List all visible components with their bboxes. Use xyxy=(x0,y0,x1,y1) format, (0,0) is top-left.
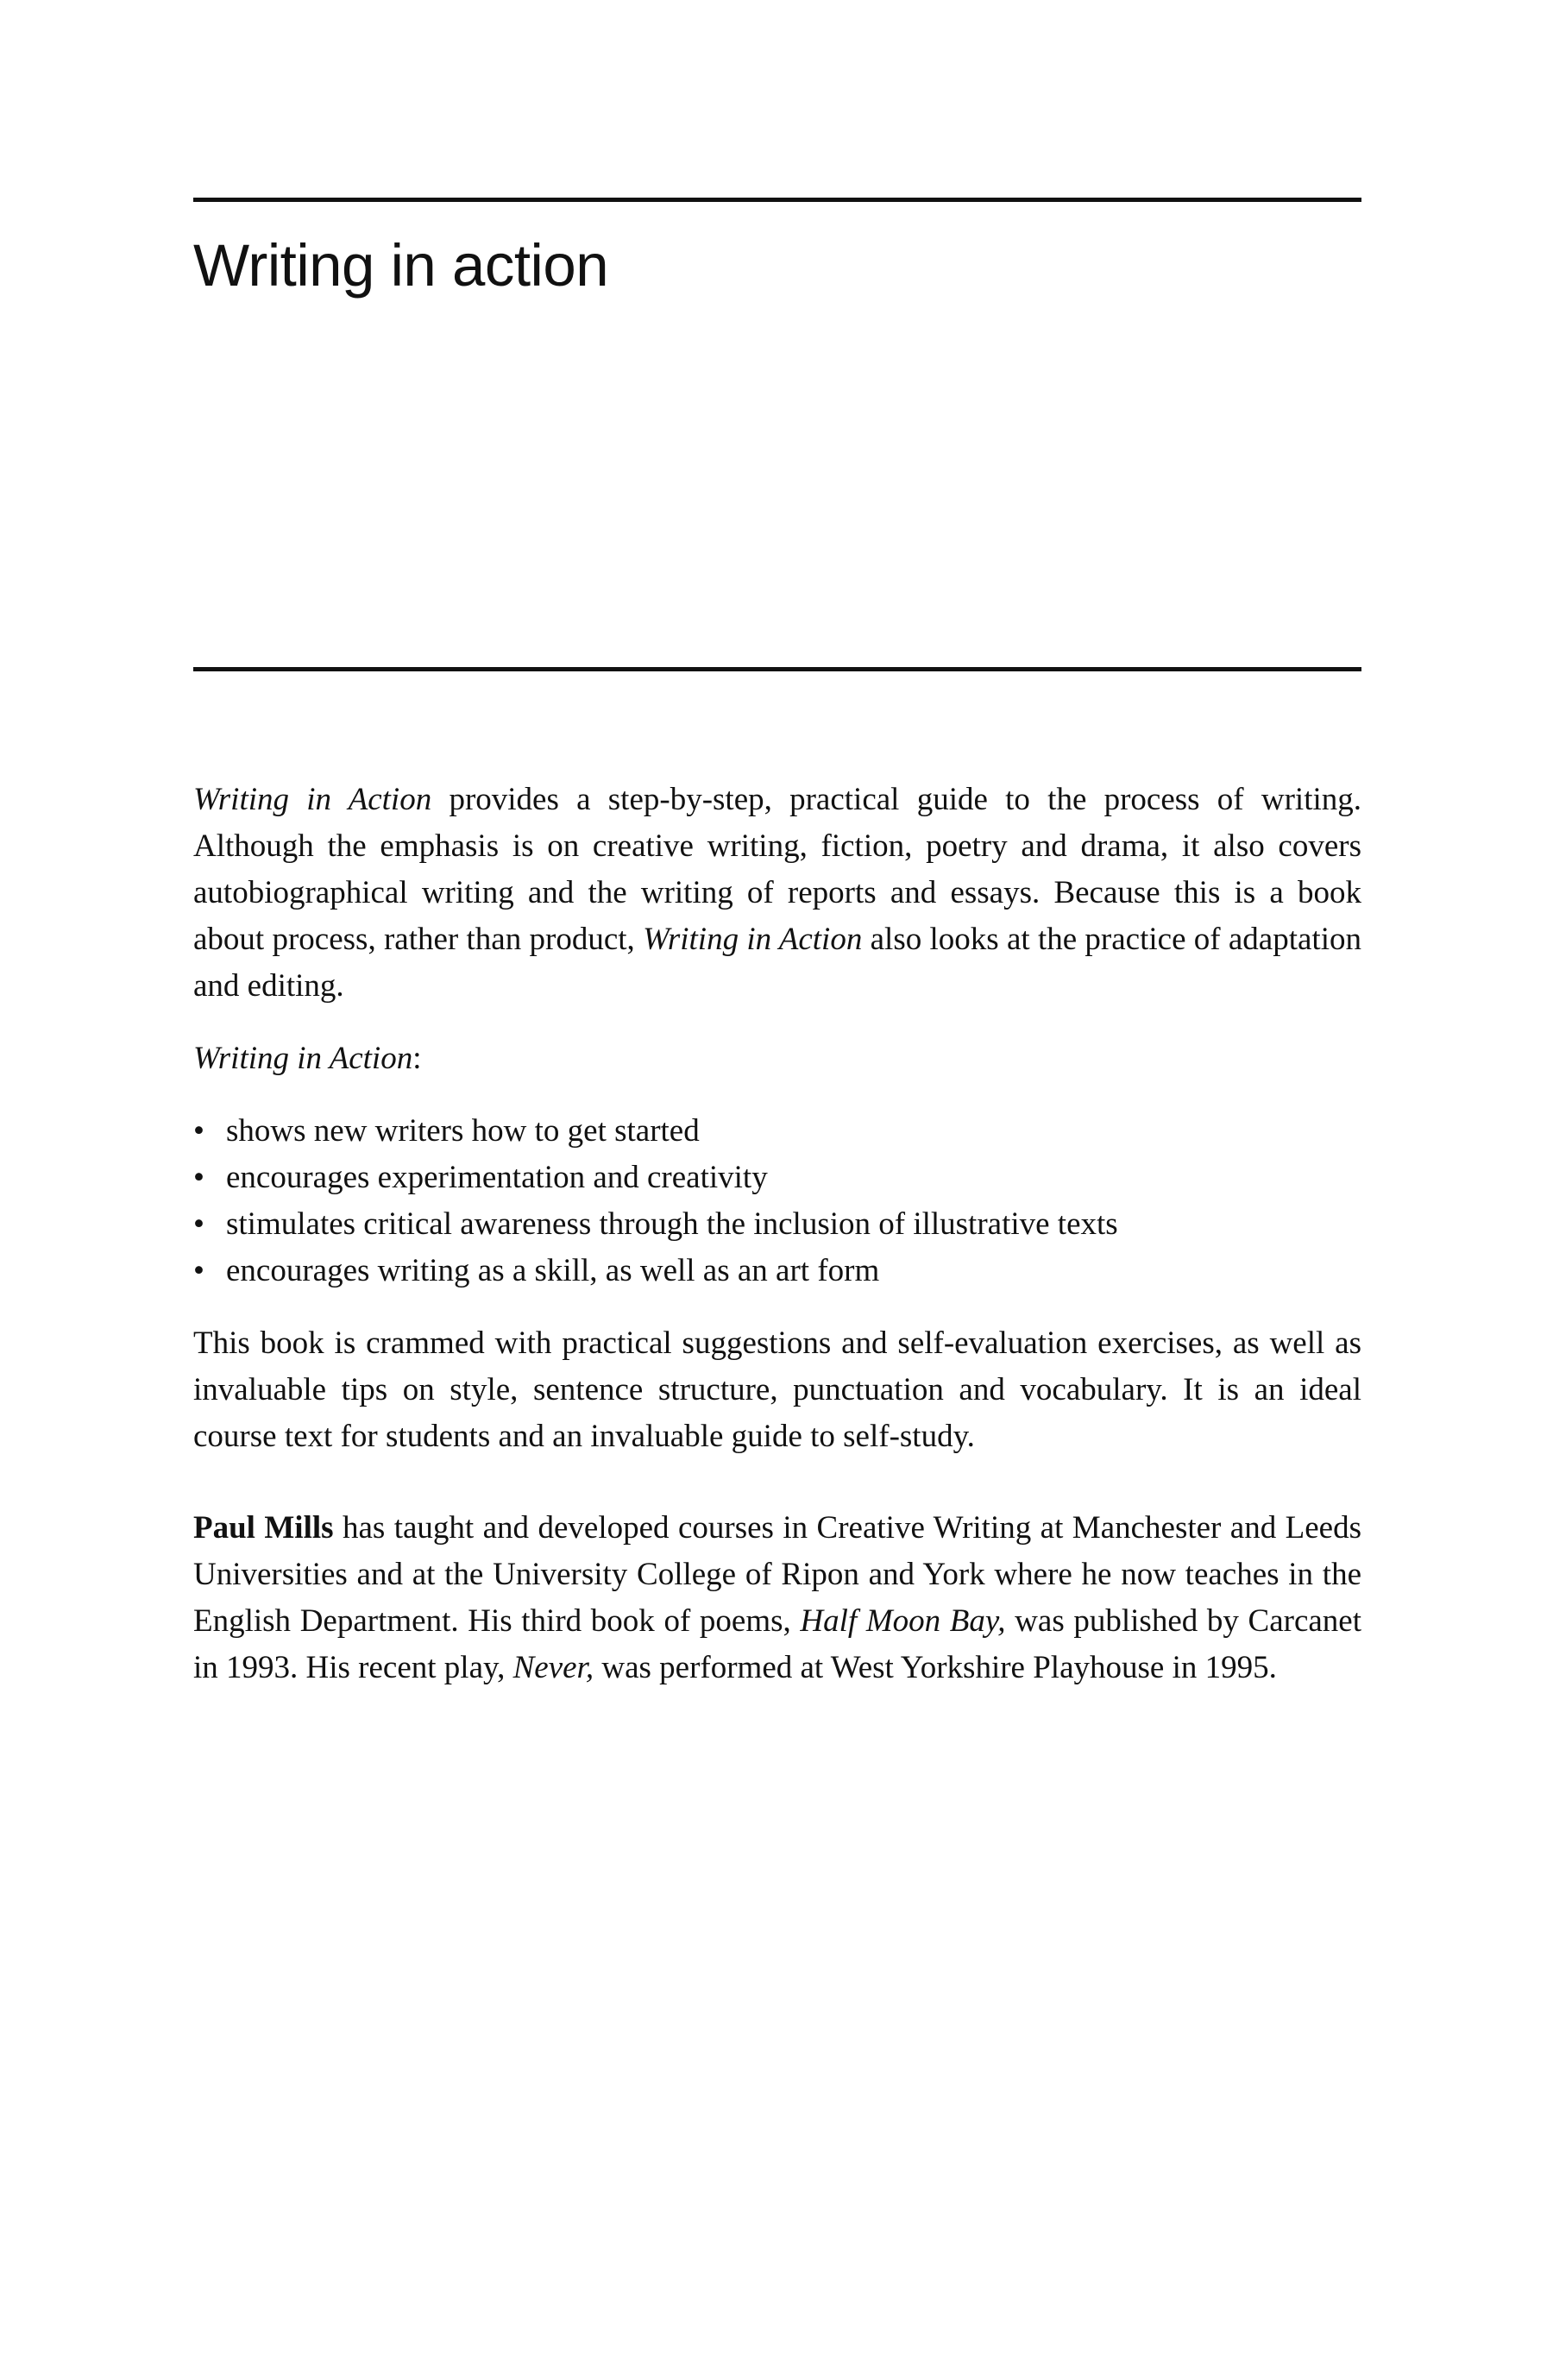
list-item: • shows new writers how to get started xyxy=(193,1108,1361,1155)
bottom-rule xyxy=(193,667,1361,671)
author-bio: Paul Mills has taught and developed courses in Creative Writing at Manchester and Leeds Universities and at the University College of Ripon and York where he now teaches in the English Department. His third book of poems, Half Moon Bay, was published by Carcanet in 1993. His recent play, Never, was performed at West Yorkshire Playhouse in 1995. xyxy=(193,1510,1361,1685)
summary-paragraph: This book is crammed with practical suggestions and self-evaluation exercises, as well as invaluable tips on style, sentence structure, punctuation and vocabulary. It is an ideal course text for students and an invaluable guide to self-study. xyxy=(193,1325,1361,1454)
book-title: Half Moon Bay, xyxy=(800,1603,1006,1639)
bullet-icon: • xyxy=(193,1206,204,1242)
top-rule xyxy=(193,198,1361,202)
book-title: Writing in Action xyxy=(643,922,863,957)
book-title: Writing in Action xyxy=(193,782,432,817)
list-item: • stimulates critical awareness through the inclusion of illustrative texts xyxy=(193,1201,1361,1248)
list-item: • encourages writing as a skill, as well as an art form xyxy=(193,1248,1361,1294)
bullet-icon: • xyxy=(193,1160,204,1195)
bullet-icon: • xyxy=(193,1113,204,1149)
play-title: Never, xyxy=(512,1650,594,1685)
list-item: • encourages experimentation and creativity xyxy=(193,1155,1361,1201)
list-intro: Writing in Action: xyxy=(193,1041,422,1076)
blurb-text xyxy=(193,777,1361,1691)
description-paragraph: Writing in Action provides a step-by-step, practical guide to the process of writing. Although the emphasis is on creative writing, fiction, poetry and drama, it also covers autobiographical writing and the writing of reports and essays. Because this is a book about process, rather than product, Writing in Action also looks at the practice of adaptation and editing. xyxy=(193,782,1362,1004)
bullet-icon: • xyxy=(193,1253,204,1288)
author-name: Paul Mills xyxy=(193,1510,334,1546)
page-title: Writing in action xyxy=(193,232,609,299)
feature-list xyxy=(193,1108,1361,1294)
